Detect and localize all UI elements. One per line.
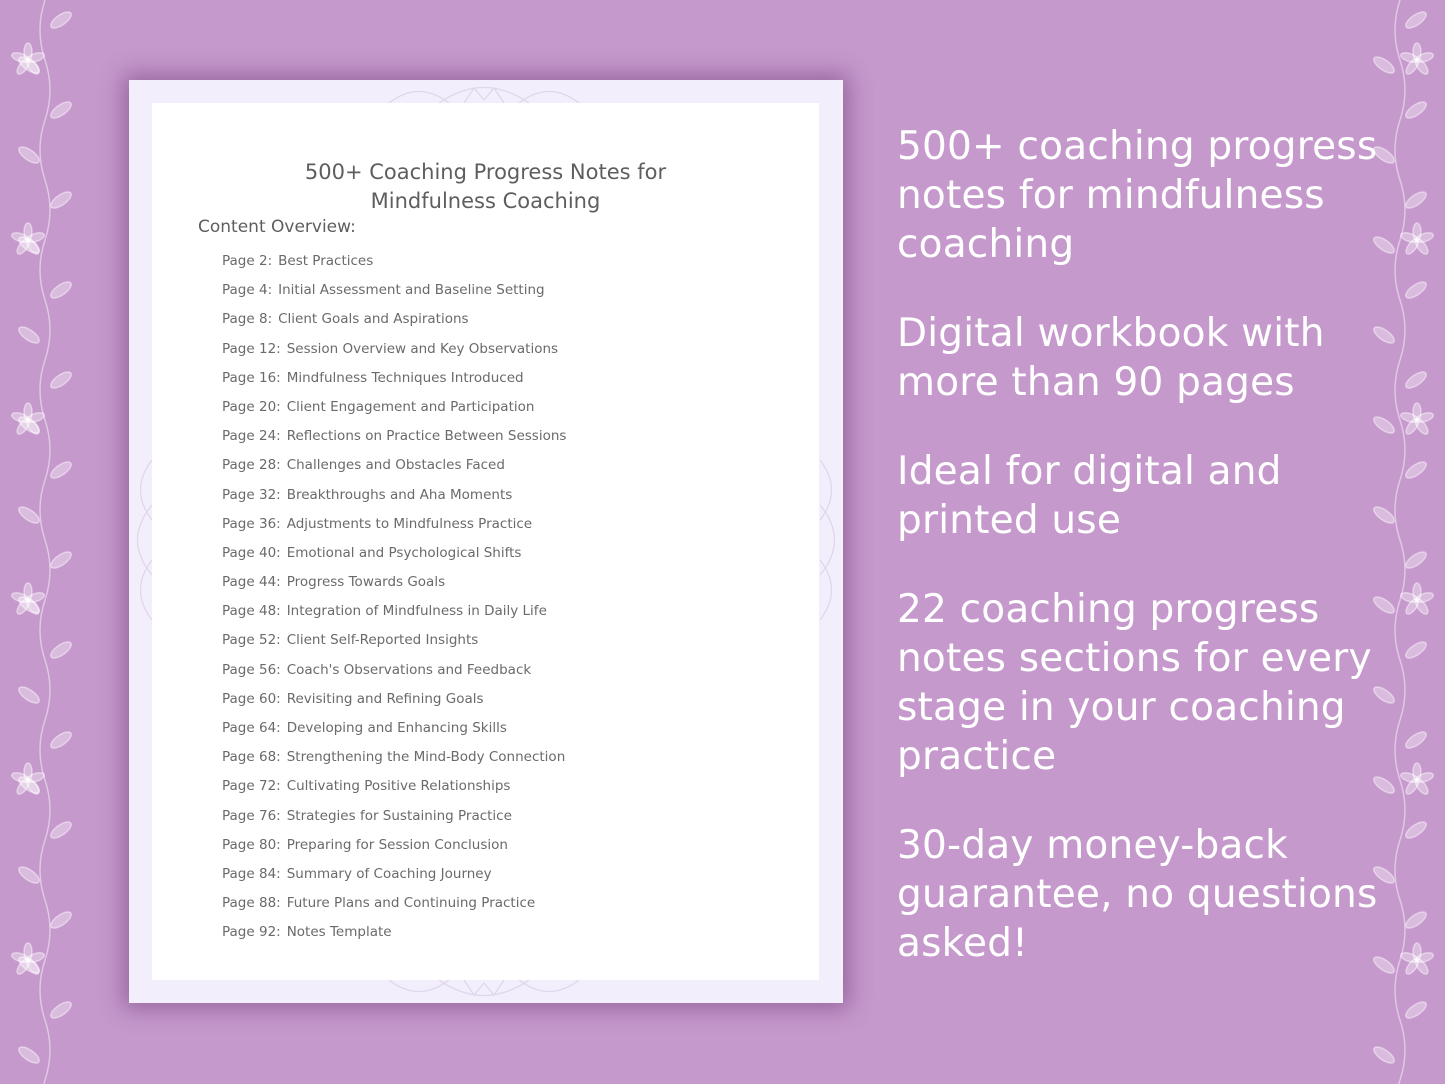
toc-section-title: Future Plans and Continuing Practice	[286, 895, 536, 912]
feature-text: 30-day money-back guarantee, no questions asked!	[897, 823, 1378, 966]
toc-page-number: Page 8:	[222, 311, 273, 328]
toc-page-number: Page 16:	[222, 369, 281, 386]
toc-section-title: Revisiting and Refining Goals	[286, 690, 484, 707]
toc-entry	[222, 720, 566, 749]
toc-page-number: Page 52:	[222, 632, 281, 649]
toc-page-number: Page 28:	[222, 457, 281, 474]
toc-entry	[222, 778, 566, 807]
toc-page-number: Page 12:	[222, 340, 281, 357]
table-of-contents	[222, 253, 566, 954]
document-title	[152, 158, 819, 216]
toc-entry	[222, 691, 566, 720]
toc-section-title: Initial Assessment and Baseline Setting	[278, 282, 545, 299]
toc-page-number: Page 76:	[222, 807, 281, 824]
toc-page-number: Page 24:	[222, 428, 281, 445]
toc-page-number: Page 72:	[222, 778, 281, 795]
toc-page-number: Page 84:	[222, 865, 281, 882]
feature-text: 500+ coaching progress notes for mindfulness coaching	[897, 124, 1378, 267]
toc-entry	[222, 662, 566, 691]
toc-entry	[222, 457, 566, 486]
toc-entry	[222, 370, 566, 399]
toc-entry	[222, 311, 566, 340]
toc-page-number: Page 44:	[222, 574, 281, 591]
toc-page-number: Page 40:	[222, 544, 281, 561]
toc-section-title: Strengthening the Mind-Body Connection	[286, 749, 566, 766]
toc-section-title: Adjustments to Mindfulness Practice	[286, 515, 533, 532]
toc-entry	[222, 428, 566, 457]
toc-entry	[222, 399, 566, 428]
toc-section-title: Client Engagement and Participation	[286, 398, 535, 415]
toc-page-number: Page 68:	[222, 749, 281, 766]
toc-section-title: Cultivating Positive Relationships	[286, 778, 511, 795]
document-title-line-2: Mindfulness Coaching	[370, 189, 601, 213]
toc-section-title: Progress Towards Goals	[286, 574, 446, 591]
toc-section-title: Developing and Enhancing Skills	[286, 720, 507, 736]
document-preview	[129, 80, 843, 1003]
toc-entry	[222, 808, 566, 837]
toc-entry	[222, 545, 566, 574]
toc-section-title: Reflections on Practice Between Sessions	[286, 428, 567, 445]
toc-section-title: Client Self-Reported Insights	[286, 632, 479, 649]
content-overview-label: Content Overview:	[198, 217, 356, 237]
toc-page-number: Page 36:	[222, 515, 281, 532]
toc-section-title: Notes Template	[286, 924, 392, 941]
toc-page-number: Page 32:	[222, 486, 281, 503]
feature-list	[897, 122, 1417, 1008]
document-page	[152, 103, 819, 980]
toc-page-number: Page 60:	[222, 690, 281, 707]
toc-page-number: Page 2:	[222, 253, 273, 269]
toc-entry	[222, 341, 566, 370]
toc-entry	[222, 487, 566, 516]
toc-entry	[222, 924, 566, 953]
mandala-ornament-left-icon	[129, 450, 152, 630]
floral-vine-left-icon	[0, 0, 90, 1084]
toc-entry	[222, 632, 566, 661]
toc-page-number: Page 80:	[222, 836, 281, 853]
toc-section-title: Strategies for Sustaining Practice	[286, 807, 512, 824]
toc-section-title: Best Practices	[278, 253, 374, 269]
mandala-ornament-bottom-icon	[379, 980, 589, 1003]
document-title-line-1: 500+ Coaching Progress Notes for	[304, 160, 667, 184]
toc-entry	[222, 837, 566, 866]
toc-entry	[222, 516, 566, 545]
toc-section-title: Emotional and Psychological Shifts	[286, 544, 522, 561]
mandala-ornament-top-icon	[379, 80, 589, 103]
toc-section-title: Integration of Mindfulness in Daily Life	[286, 603, 547, 620]
toc-page-number: Page 64:	[222, 720, 281, 736]
toc-section-title: Preparing for Session Conclusion	[286, 836, 508, 853]
toc-page-number: Page 4:	[222, 282, 273, 299]
toc-section-title: Summary of Coaching Journey	[286, 865, 492, 882]
mandala-ornament-right-icon	[820, 450, 843, 630]
toc-entry	[222, 749, 566, 778]
toc-section-title: Breakthroughs and Aha Moments	[286, 486, 513, 503]
feature-text: Digital workbook with more than 90 pages	[897, 311, 1325, 405]
toc-page-number: Page 20:	[222, 398, 281, 415]
toc-entry	[222, 895, 566, 924]
toc-page-number: Page 56:	[222, 661, 281, 678]
toc-entry	[222, 603, 566, 632]
toc-section-title: Challenges and Obstacles Faced	[286, 457, 505, 474]
feature-text: 22 coaching progress notes sections for every stage in your coaching practice	[897, 587, 1372, 779]
toc-page-number: Page 48:	[222, 603, 281, 620]
toc-entry	[222, 574, 566, 603]
toc-entry	[222, 866, 566, 895]
toc-entry	[222, 282, 566, 311]
toc-section-title: Coach's Observations and Feedback	[286, 661, 532, 678]
toc-section-title: Session Overview and Key Observations	[286, 340, 559, 357]
toc-page-number: Page 88:	[222, 895, 281, 912]
toc-page-number: Page 92:	[222, 924, 281, 941]
toc-section-title: Client Goals and Aspirations	[278, 311, 469, 328]
toc-section-title: Mindfulness Techniques Introduced	[286, 369, 524, 386]
feature-text: Ideal for digital and printed use	[897, 449, 1282, 543]
toc-entry	[222, 253, 566, 282]
